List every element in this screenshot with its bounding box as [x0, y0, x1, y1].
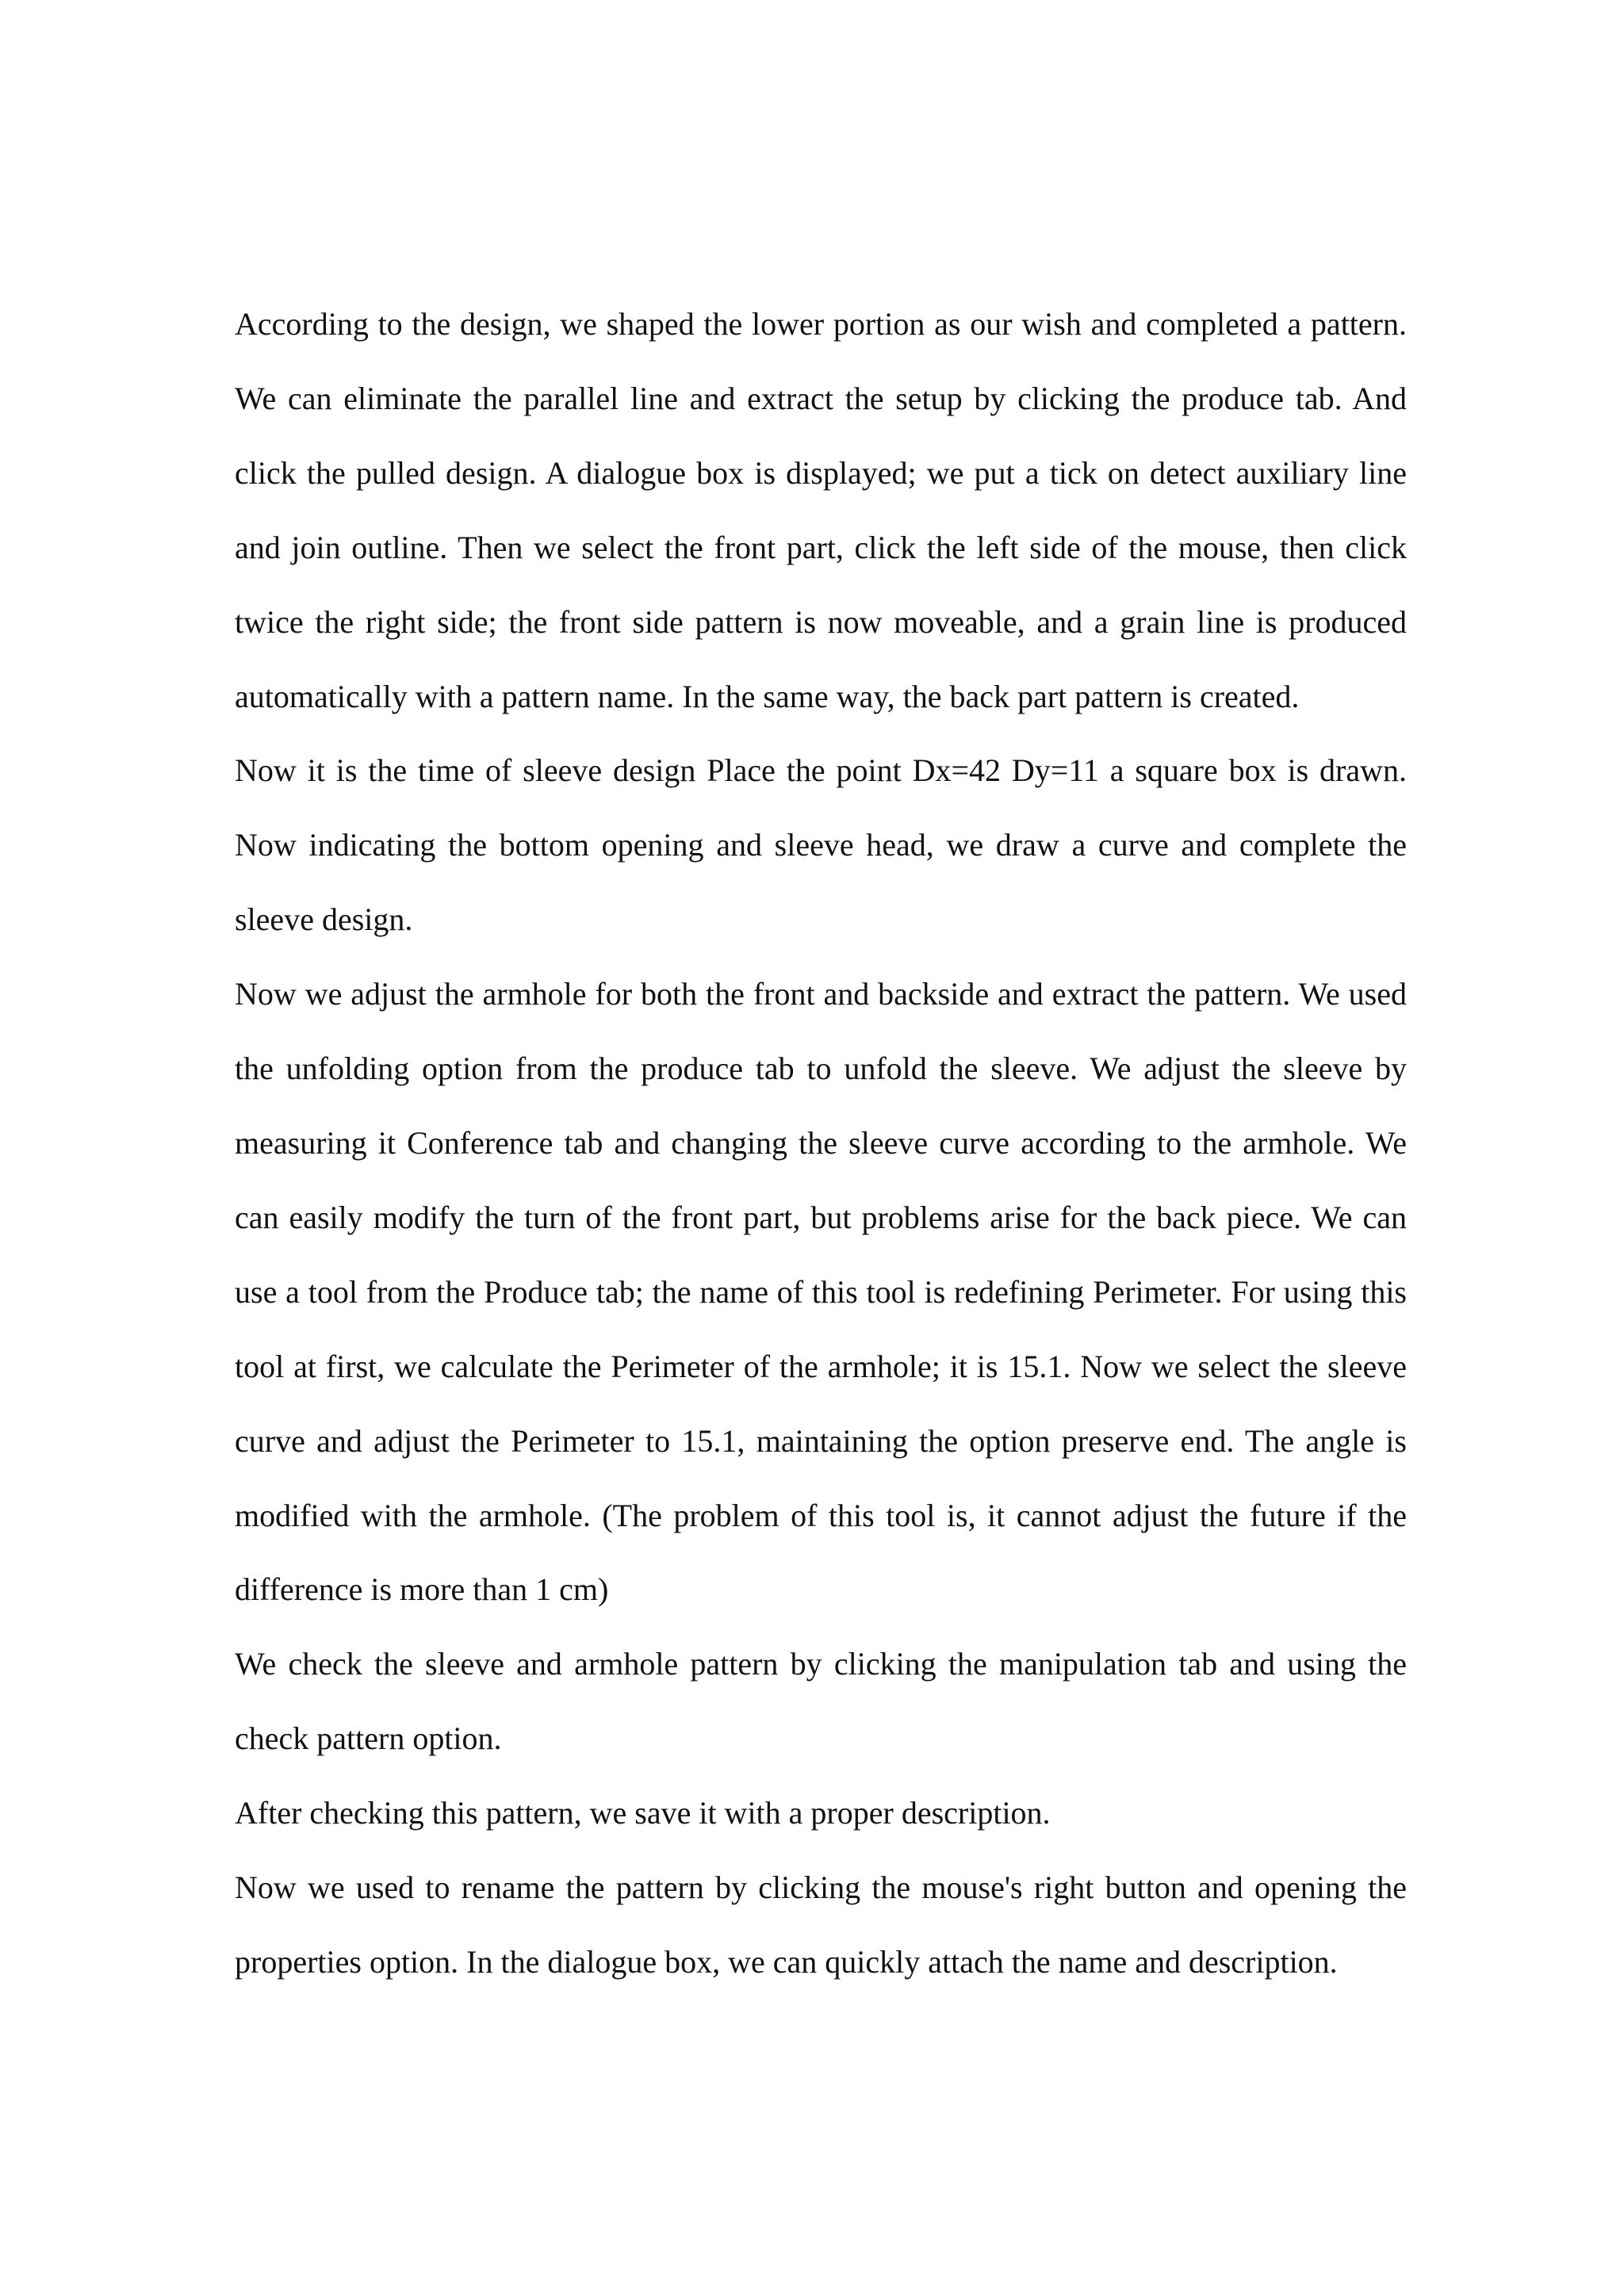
paragraph-check-pattern: We check the sleeve and armhole pattern by clicking the manipulation tab and using the check pattern option. — [235, 1646, 1407, 1757]
paragraph-sleeve-design: Now it is the time of sleeve design Place the point Dx=42 Dy=11 a square box is drawn. Now indicating the bottom opening and sleeve head, we draw a curve and complete the sleeve design. — [235, 752, 1407, 938]
paragraph-armhole-adjustment: Now we adjust the armhole for both the front and backside and extract the pattern. We used the unfolding option from the produce tab to unfold the sleeve. We adjust the sleeve by measuring it Conference tab and changing the sleeve curve according to the armhole. We can easily modify the turn of the front part, but problems arise for the back piece. We can use a tool from the Produce tab; the name of this tool is redefining Perimeter. For using this tool at first, we calculate the Perimeter of the armhole; it is 15.1. Now we select the sleeve curve and adjust the Perimeter to 15.1, maintaining the option preserve end. The angle is modified with the armhole. (The problem of this tool is, it cannot adjust the future if the difference is more than 1 cm) — [235, 976, 1407, 1608]
paragraph-rename-pattern: Now we used to rename the pattern by clicking the mouse's right button and opening the properties option. In the dialogue box, we can quickly attach the name and description. — [235, 1869, 1407, 1980]
body-text — [235, 287, 1407, 1999]
paragraph-pattern-completion: According to the design, we shaped the lower portion as our wish and completed a pattern. We can eliminate the parallel line and extract the setup by clicking the produce tab. And click the pulled design. A dialogue box is displayed; we put a tick on detect auxiliary line and join outline. Then we select the front part, click the left side of the mouse, then click twice the right side; the front side pattern is now moveable, and a grain line is produced automatically with a pattern name. In the same way, the back part pattern is created. — [235, 306, 1407, 714]
paragraph-save-pattern: After checking this pattern, we save it with a proper description. — [235, 1795, 1051, 1831]
